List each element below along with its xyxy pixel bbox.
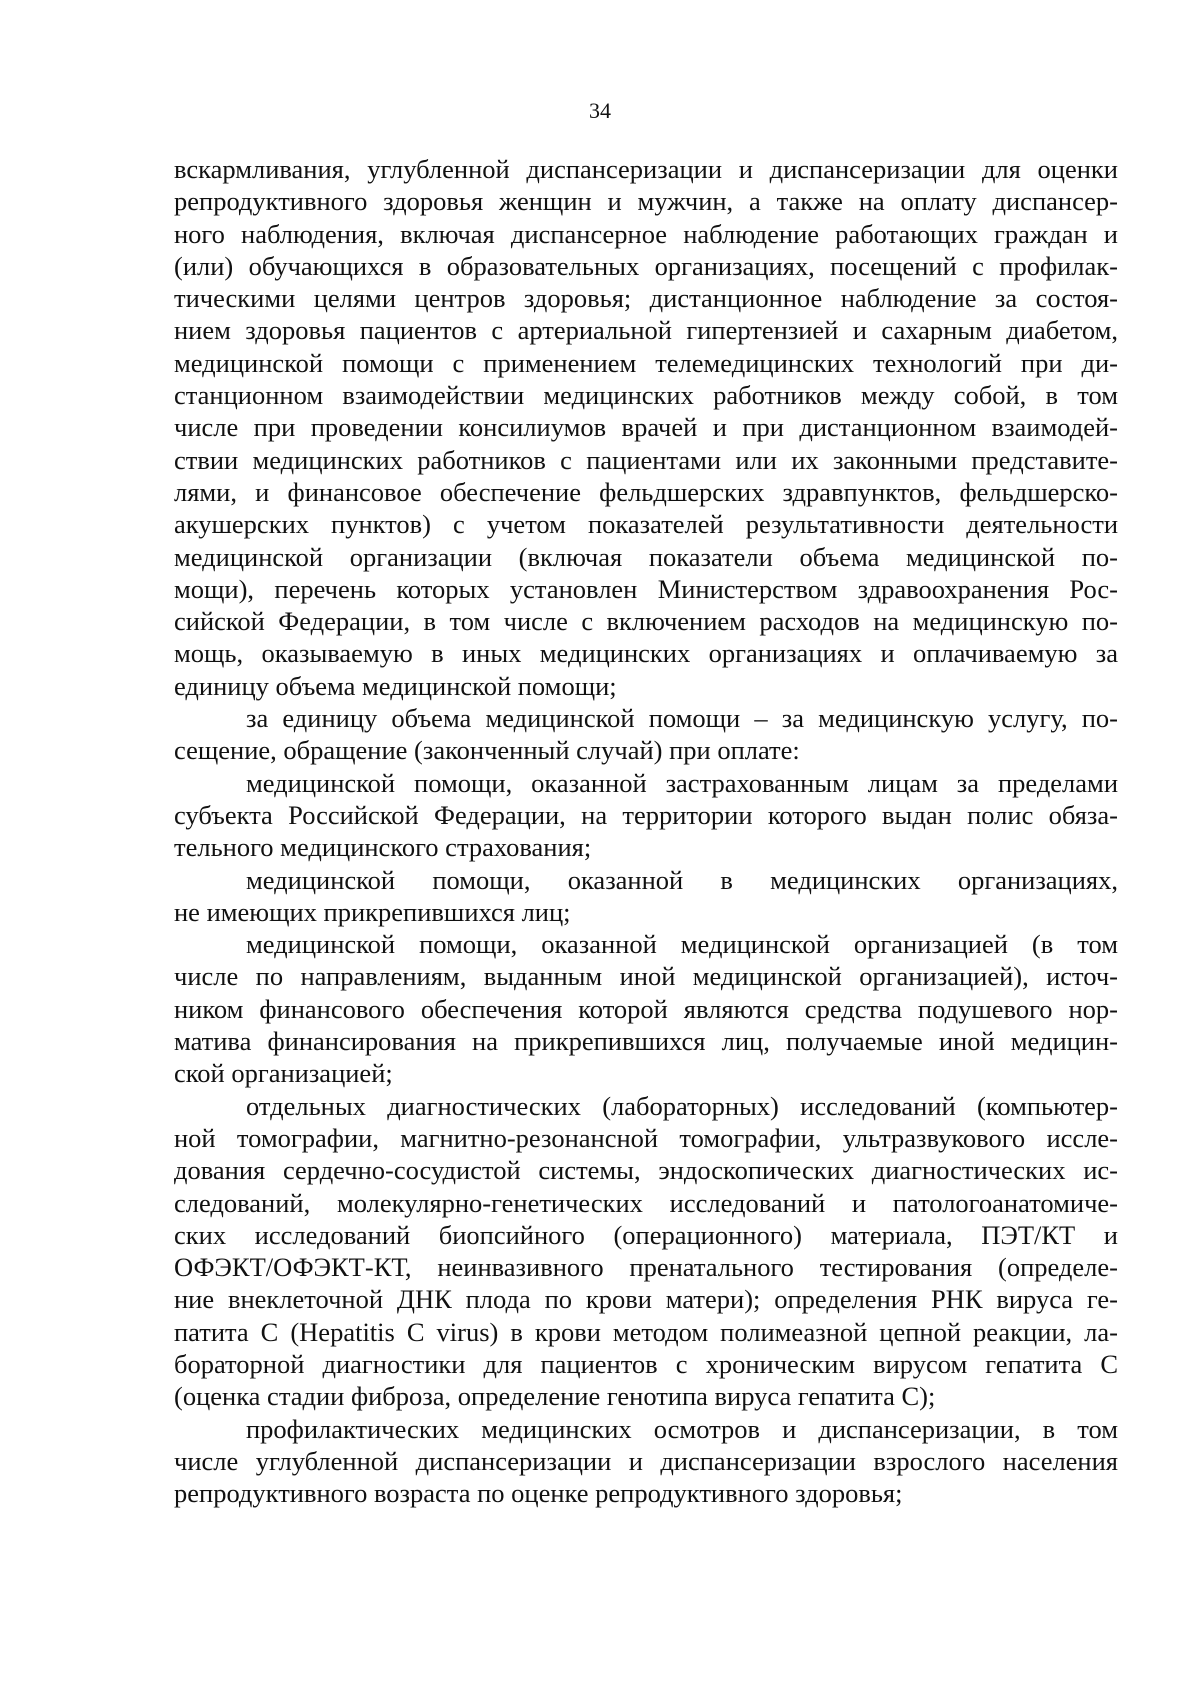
text-line: сийской Федерации, в том числе с включением расходов на медицинскую по- (174, 606, 1118, 637)
text-line: нием здоровья пациентов с артериальной гипертензией и сахарным диабетом, (174, 315, 1118, 346)
text-line: мощь, оказываемую в иных медицинских организациях и оплачиваемую за (174, 638, 1118, 669)
text-line: медицинской помощи, оказанной застрахованным лицам за пределами (246, 767, 1118, 798)
text-line: ной томографии, магнитно-резонансной томографии, ультразвукового иссле- (174, 1122, 1118, 1153)
text-line: ствии медицинских работников с пациентами или их законными представите- (174, 444, 1118, 475)
text-line: ских исследований биопсийного (операционного) материала, ПЭТ/КТ и (174, 1219, 1118, 1250)
text-line: отдельных диагностических (лабораторных) исследований (компьютер- (246, 1090, 1118, 1121)
text-line: медицинской помощи с применением телемедицинских технологий при ди- (174, 347, 1118, 378)
text-line: медицинской организации (включая показатели объема медицинской по- (174, 541, 1118, 572)
text-line: числе углубленной диспансеризации и диспансеризации взрослого населения (174, 1445, 1118, 1476)
text-line: патита С (Hepatitis C virus) в крови методом полимеазной цепной реакции, ла- (174, 1316, 1118, 1347)
text-line: (или) обучающихся в образовательных организациях, посещений с профилак- (174, 250, 1118, 281)
text-line: числе при проведении консилиумов врачей и при дистанционном взаимодей- (174, 412, 1118, 443)
text-line: ного наблюдения, включая диспансерное наблюдение работающих граждан и (174, 218, 1118, 249)
text-line: сещение, обращение (законченный случай) при оплате: (174, 735, 800, 766)
text-line: тическими целями центров здоровья; дистанционное наблюдение за состоя- (174, 283, 1118, 314)
text-line: бораторной диагностики для пациентов с хроническим вирусом гепатита С (174, 1348, 1118, 1379)
text-line: репродуктивного здоровья женщин и мужчин, а также на оплату диспансер- (174, 186, 1118, 217)
text-line: медицинской помощи, оказанной в медицинских организациях, (246, 864, 1118, 895)
text-line: станционном взаимодействии медицинских работников между собой, в том (174, 380, 1118, 411)
text-line: за единицу объема медицинской помощи – за медицинскую услугу, по- (246, 703, 1118, 734)
text-line: вскармливания, углубленной диспансеризации и диспансеризации для оценки (174, 154, 1118, 184)
text-line: профилактических медицинских осмотров и диспансеризации, в том (246, 1413, 1118, 1444)
body-text (174, 153, 1118, 1509)
text-line: акушерских пунктов) с учетом показателей результативности деятельности (174, 509, 1118, 540)
text-line: тельного медицинского страхования; (174, 832, 592, 863)
text-line: матива финансирования на прикрепившихся лиц, получаемые иной медицин- (174, 1026, 1118, 1057)
text-line: медицинской помощи, оказанной медицинской организацией (в том (246, 929, 1118, 960)
page-number: 34 (589, 98, 611, 123)
text-line: лями, и финансовое обеспечение фельдшерских здравпунктов, фельдшерско- (174, 476, 1118, 507)
text-line: числе по направлениям, выданным иной медицинской организацией), источ- (174, 961, 1118, 992)
text-line: дования сердечно-сосудистой системы, эндоскопических диагностических ис- (174, 1155, 1118, 1186)
text-line: единицу объема медицинской помощи; (174, 670, 617, 701)
text-line: следований, молекулярно-генетических исследований и патологоанатомиче- (174, 1187, 1118, 1218)
text-line: субъекта Российской Федерации, на территории которого выдан полис обяза- (174, 799, 1118, 830)
text-line: ником финансового обеспечения которой являются средства подушевого нор- (174, 993, 1118, 1024)
text-line: ской организацией; (174, 1058, 393, 1089)
text-line: не имеющих прикрепившихся лиц; (174, 896, 571, 927)
text-line: репродуктивного возраста по оценке репродуктивного здоровья; (174, 1478, 903, 1509)
text-line: (оценка стадии фиброза, определение генотипа вируса гепатита С); (174, 1381, 936, 1412)
text-line: мощи), перечень которых установлен Министерством здравоохранения Рос- (174, 573, 1118, 604)
text-line: ОФЭКТ/ОФЭКТ-КТ, неинвазивного пренатального тестирования (определе- (174, 1252, 1118, 1283)
text-line: ние внеклеточной ДНК плода по крови матери); определения РНК вируса ге- (174, 1284, 1118, 1315)
